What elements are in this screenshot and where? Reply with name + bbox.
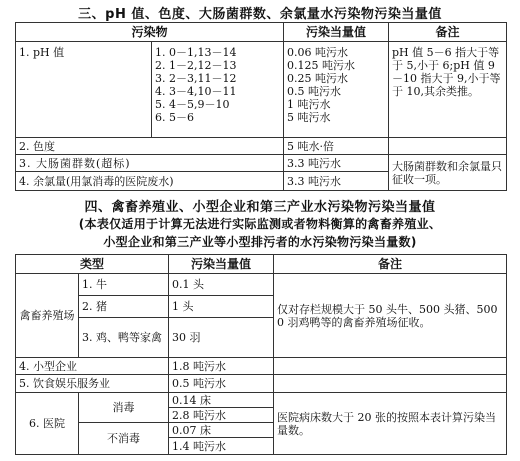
- s3-ph-value: 5 吨污水: [287, 111, 331, 124]
- section3-title: 三、pH 值、色度、大肠菌群数、余氯量水污染物污染当量值: [78, 7, 442, 22]
- s4-header-value: 污染当量值: [169, 255, 274, 274]
- s3-ph-value: 0.25 吨污水: [287, 72, 349, 85]
- s3-color-value: 5 吨水·倍: [284, 138, 389, 155]
- s3-ph-label: 1. pH 值: [16, 42, 152, 138]
- s3-ph-range: 3. 2－3,11－12: [155, 72, 237, 85]
- s3-ph-note: pH 值 5－6 指大于等于 5,小于 6;pH 值 9－10 指大于 9,小于等于 10,其余类推。: [389, 42, 507, 138]
- s3-ph-value: 1 吨污水: [287, 98, 331, 111]
- s3-ph-ranges: [152, 42, 284, 138]
- s3-chlorine-label: 4. 余氯量(用氯消毒的医院废水): [16, 172, 284, 191]
- s4-hospital-value: 0.07 床: [169, 423, 274, 438]
- s4-pig-value: 1 头: [169, 296, 274, 318]
- s4-hospital-value: 2.8 吨污水: [169, 408, 274, 423]
- s4-entertainment-value: 0.5 吨污水: [169, 375, 274, 393]
- s3-ph-range: 5. 4－5,9－10: [155, 98, 230, 111]
- s3-ph-value: 0.125 吨污水: [287, 59, 356, 72]
- s3-ph-value: 0.06 吨污水: [287, 46, 349, 59]
- s4-hospital-disinfect: 消毒: [79, 393, 169, 423]
- s4-small-value: 1.8 吨污水: [169, 358, 274, 375]
- s4-cattle-value: 0.1 头: [169, 274, 274, 296]
- s3-ph-range: 1. 0－1,13－14: [155, 46, 237, 59]
- s4-cattle-label: 1. 牛: [79, 274, 169, 296]
- s3-coliform-value: 3.3 吨污水: [284, 155, 389, 172]
- section4-note-line2: 小型企业和第三产业等小型排污者的水污染物污染当量数): [103, 235, 417, 249]
- s4-hospital-no-disinfect: 不消毒: [79, 423, 169, 455]
- s4-header-note: 备注: [274, 255, 507, 274]
- s4-entertainment-label: 5. 饮食娱乐服务业: [16, 375, 169, 393]
- s4-small-note: [274, 358, 507, 375]
- s4-livestock-group: 禽畜养殖场: [16, 274, 79, 358]
- s3-coliform-label: 3. 大肠菌群数(超标): [16, 155, 284, 172]
- s4-hospital-label: 6. 医院: [16, 393, 79, 455]
- s3-ph-value: 0.5 吨污水: [287, 85, 342, 98]
- s3-coliform-note: 大肠菌群数和余氯量只征收一项。: [389, 155, 507, 191]
- s4-livestock-note: 仅对存栏规模大于 50 头牛、500 头猪、5000 羽鸡鸭等的禽畜养殖场征收。: [274, 274, 507, 358]
- s4-small-label: 4. 小型企业: [16, 358, 169, 375]
- s3-ph-values: [284, 42, 389, 138]
- s4-pig-label: 2. 猪: [79, 296, 169, 318]
- s3-header-pollutant: 污染物: [16, 23, 284, 42]
- s4-hospital-value: 0.14 床: [169, 393, 274, 408]
- s4-hospital-note: 医院病床数大于 20 张的按照本表计算污染当量数。: [274, 393, 507, 455]
- s3-header-value: 污染当量值: [284, 23, 389, 42]
- s3-header-note: 备注: [389, 23, 507, 42]
- s4-entertainment-note: [274, 375, 507, 393]
- section4-title: 四、禽畜养殖业、小型企业和第三产业水污染物污染当量值: [84, 200, 436, 215]
- section3-table: [15, 22, 507, 191]
- section4-note-line1: (本表仅适用于计算无法进行实际监测或者物料衡算的禽畜养殖业、: [78, 217, 442, 231]
- section4-table: [15, 254, 507, 455]
- s3-ph-range: 6. 5－6: [155, 111, 194, 124]
- s4-poultry-label: 3. 鸡、鸭等家禽: [79, 318, 169, 358]
- s3-color-label: 2. 色度: [16, 138, 284, 155]
- s4-poultry-value: 30 羽: [169, 318, 274, 358]
- s3-ph-range: 2. 1－2,12－13: [155, 59, 237, 72]
- s3-chlorine-value: 3.3 吨污水: [284, 172, 389, 191]
- s3-ph-range: 4. 3－4,10－11: [155, 85, 237, 98]
- s3-color-note: [389, 138, 507, 155]
- s4-hospital-value: 1.4 吨污水: [169, 438, 274, 455]
- s4-header-type: 类型: [16, 255, 169, 274]
